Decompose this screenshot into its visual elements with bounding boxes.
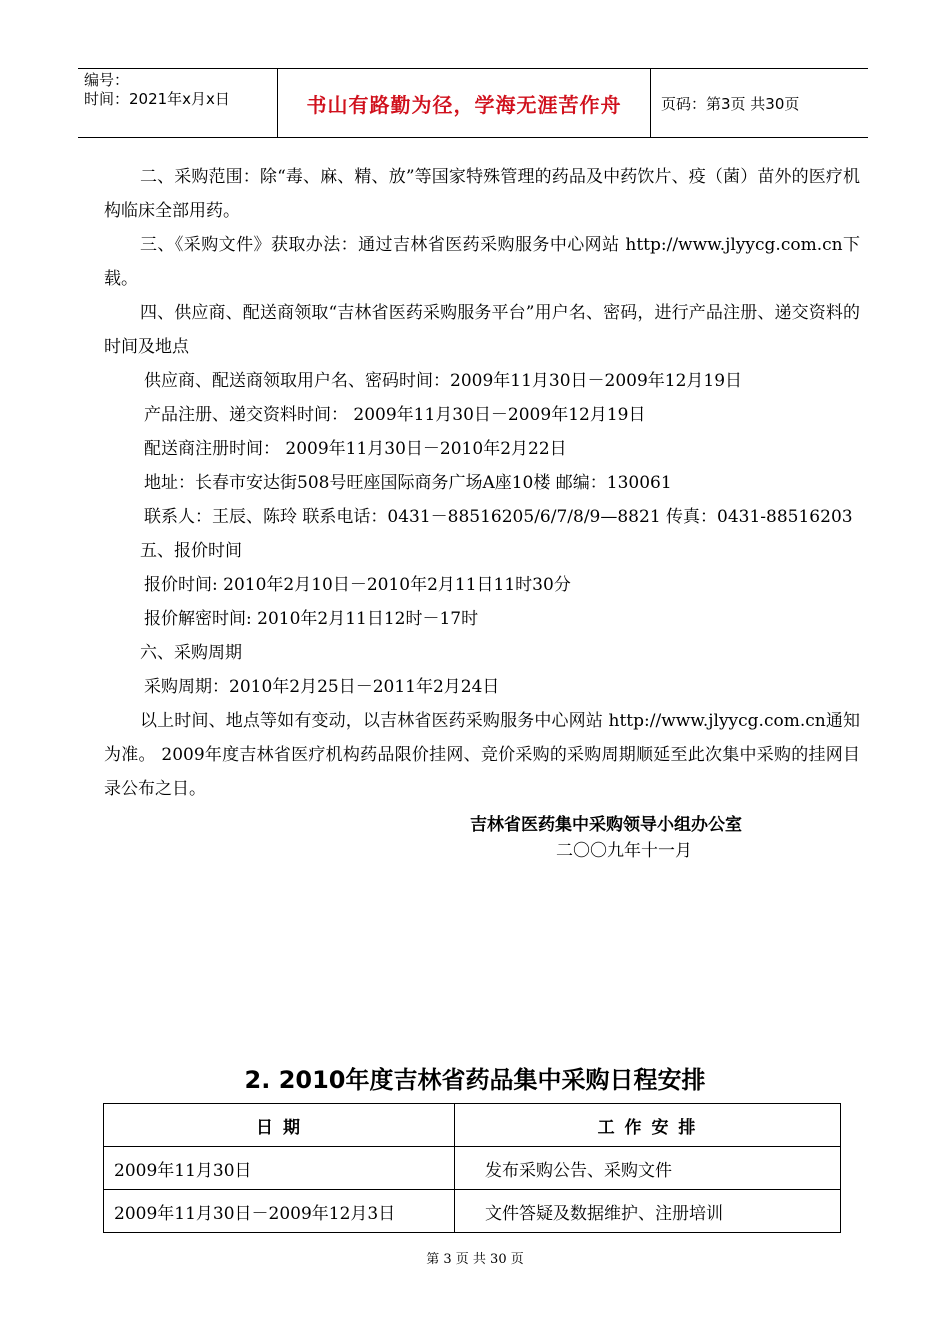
table-row [104, 1190, 841, 1233]
header-task: 工 作 安 排 [455, 1104, 841, 1147]
line-credentials-time: 供应商、配送商领取用户名、密码时间：2009年11月30日－2009年12月19日 [144, 371, 743, 391]
document-body [104, 160, 860, 864]
header-page-info: 页码：第3页 共30页 [661, 94, 800, 113]
paragraph-scope: 二、采购范围：除“毒、麻、精、放”等国家特殊管理的药品及中药饮片、疫（菌）苗外的医疗机构临床全部用药。 [104, 167, 860, 221]
page-header [78, 68, 868, 138]
row-task: 发布采购公告、采购文件 [455, 1147, 841, 1190]
schedule-title: 2. 2010年度吉林省药品集中采购日程安排 [244, 1066, 706, 1094]
signature-org: 吉林省医药集中采购领导小组办公室 [470, 815, 742, 835]
time-label: 时间：2021年x月x日 [84, 90, 230, 108]
paragraph-docs: 三、《采购文件》获取办法：通过吉林省医药采购服务中心网站 http://www.jlyycg.com.cn下载。 [104, 235, 860, 289]
page-footer: 第 3 页 共 30 页 [426, 1252, 524, 1267]
line-address: 地址：长春市安达街508号旺座国际商务广场A座10楼 邮编：130061 [144, 473, 672, 493]
header-motto: 书山有路勤为径，学海无涯苦作舟 [278, 69, 651, 137]
line-period: 采购周期：2010年2月25日－2011年2月24日 [144, 677, 500, 697]
paragraph-registration: 四、供应商、配送商领取“吉林省医药采购服务平台”用户名、密码，进行产品注册、递交资料的时间及地点 [104, 303, 860, 357]
heading-quote-time: 五、报价时间 [140, 541, 242, 561]
line-decrypt-time: 报价解密时间: 2010年2月11日12时－17时 [144, 609, 479, 629]
header-meta [78, 69, 278, 137]
row-task: 文件答疑及数据维护、注册培训 [455, 1190, 841, 1233]
signature-date: 二〇〇九年十一月 [556, 841, 692, 861]
line-product-registration: 产品注册、递交资料时间： 2009年11月30日－2009年12月19日 [144, 405, 646, 425]
row-date: 2009年11月30日－2009年12月3日 [104, 1190, 455, 1233]
table-header-row [104, 1104, 841, 1147]
heading-period: 六、采购周期 [140, 643, 242, 663]
signature-block [104, 812, 860, 864]
line-quote-time: 报价时间: 2010年2月10日－2010年2月11日11时30分 [144, 575, 571, 595]
table-row [104, 1147, 841, 1190]
paragraph-notice: 以上时间、地点等如有变动，以吉林省医药采购服务中心网站 http://www.jlyycg.com.cn通知为准。 2009年度吉林省医疗机构药品限价挂网、竞价采购的采购周期顺延至此次集中采购的挂网目录公布之日。 [104, 711, 860, 799]
header-date: 日 期 [104, 1104, 455, 1147]
line-distributor-registration: 配送商注册时间： 2009年11月30日－2010年2月22日 [144, 439, 567, 459]
row-date: 2009年11月30日 [104, 1147, 455, 1190]
schedule-table [103, 1103, 841, 1233]
line-contacts: 联系人：王辰、陈玲 联系电话：0431－88516205/6/7/8/9—8821 传真：0431-88516203 [144, 507, 853, 527]
number-label: 编号： [84, 71, 130, 89]
